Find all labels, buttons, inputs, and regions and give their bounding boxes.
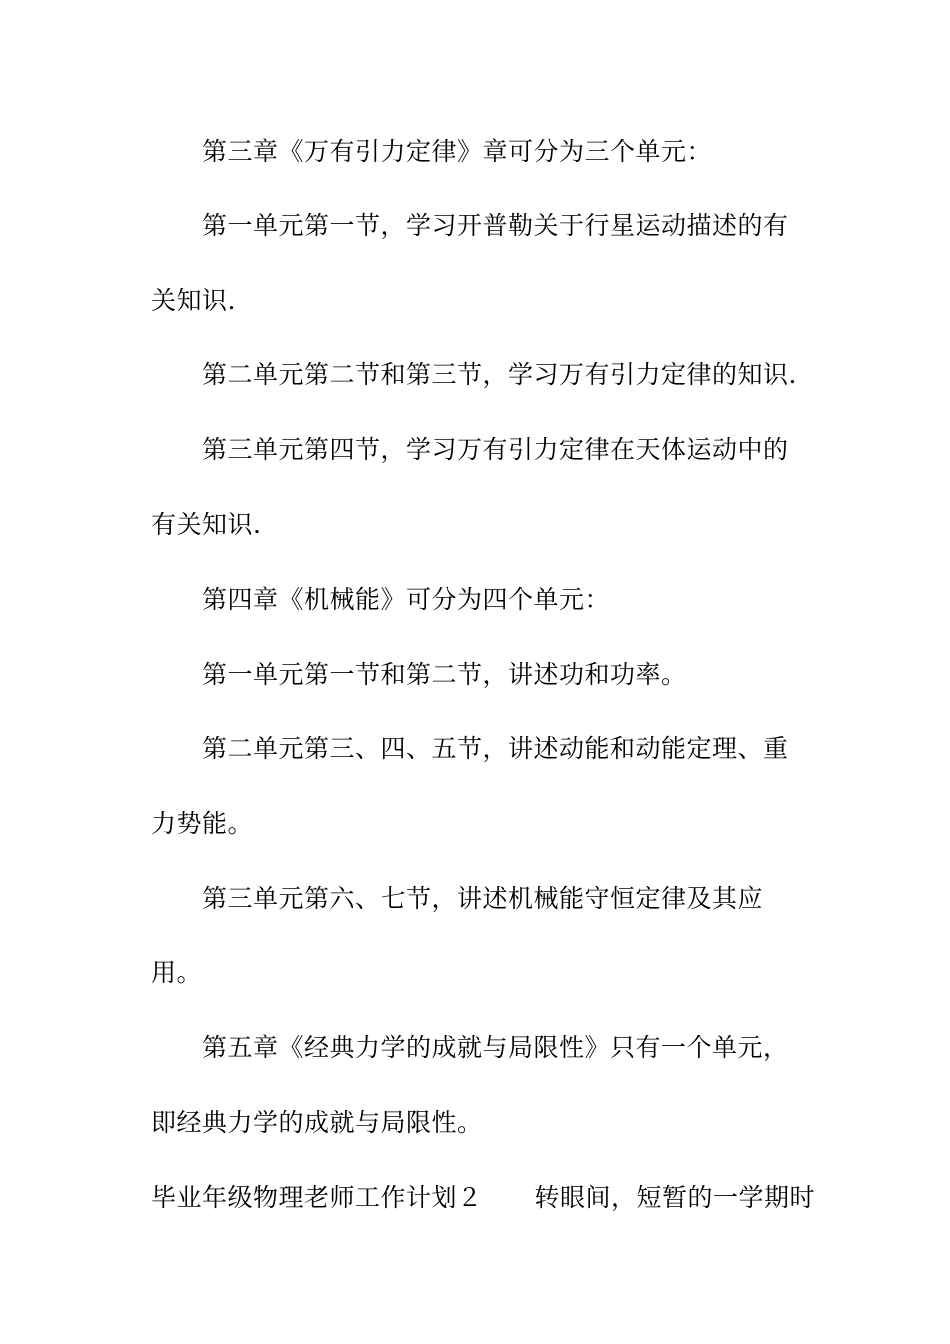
paragraph-line: 力势能。 bbox=[151, 809, 254, 838]
paragraph-line: 第五章《经典力学的成就与局限性》只有一个单元， bbox=[202, 1033, 789, 1062]
paragraph-line: 第二单元第二节和第三节，学习万有引力定律的知识. bbox=[202, 360, 797, 389]
paragraph-line: 第三单元第四节，学习万有引力定律在天体运动中的 bbox=[202, 435, 789, 464]
paragraph-line: 第四章《机械能》可分为四个单元： bbox=[202, 585, 611, 614]
paragraph-line: 第一单元第一节，学习开普勒关于行星运动描述的有 bbox=[202, 211, 789, 240]
paragraph-line: 第二单元第三、四、五节，讲述动能和动能定理、重 bbox=[202, 734, 789, 763]
next-section-line bbox=[151, 1183, 815, 1213]
paragraph-line: 第三章《万有引力定律》章可分为三个单元： bbox=[202, 137, 713, 166]
paragraph-line: 第三单元第六、七节，讲述机械能守恒定律及其应 bbox=[202, 884, 764, 913]
paragraph-line: 有关知识. bbox=[151, 510, 262, 539]
paragraph-line: 第一单元第一节和第二节，讲述功和功率。 bbox=[202, 660, 687, 689]
section-text: 转眼间，短暂的一学期时 bbox=[534, 1183, 816, 1212]
section-title: 毕业年级物理老师工作计划２ bbox=[151, 1183, 483, 1212]
paragraph-line: 即经典力学的成就与局限性。 bbox=[151, 1108, 483, 1137]
paragraph-line: 用。 bbox=[151, 958, 203, 987]
paragraph-line: 关知识. bbox=[151, 286, 236, 315]
